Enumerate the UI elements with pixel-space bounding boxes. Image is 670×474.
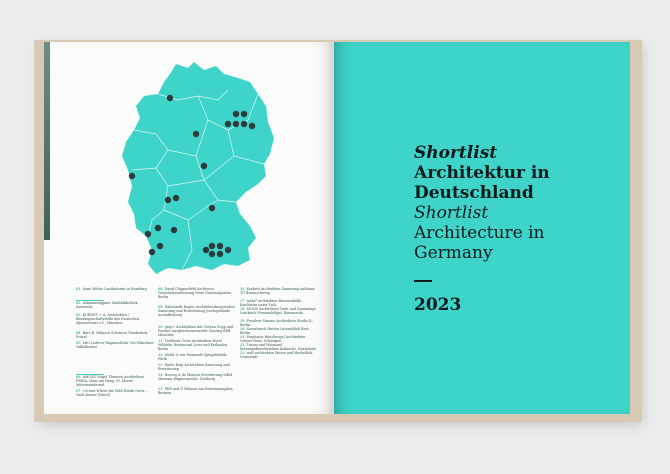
project-caption (76, 287, 154, 291)
map-marker (233, 111, 239, 117)
project-text: MOOD Architekten Tank- und Kantanlage Leutkirch Fürstenfeldgel, Rimsmerda (240, 307, 317, 315)
project-caption (240, 351, 318, 359)
title-architektur: Architektur in (414, 163, 550, 183)
map-marker (173, 195, 179, 201)
germany-map-shape (122, 62, 274, 274)
map-marker (249, 123, 255, 129)
project-text: grop+ Architekten mit Gorban Dopp und Partner Ausgleichsuniversität Gauting BPB, München (158, 325, 234, 337)
project-caption (240, 287, 318, 295)
project-text: Prosilver Simone Architekten Studio IL, Berlin (240, 319, 314, 327)
project-number: 03 (76, 313, 81, 317)
caption-divider (76, 374, 104, 375)
project-text: David Chipperfield Architects Grundinstandsetzung Neue Nationalgalerie, Berlin (158, 287, 233, 299)
project-text: allmannwappner Stadtbibliothek Karlsruhe (76, 301, 138, 309)
project-caption (158, 387, 236, 395)
map-marker (225, 121, 231, 127)
project-number: 05 (76, 341, 81, 345)
map-marker (165, 197, 171, 203)
project-number: 20 (240, 327, 245, 331)
map-marker (145, 231, 151, 237)
map-marker (225, 247, 231, 253)
project-number: 12 (158, 353, 163, 357)
project-text: Büro B. Pallasch Schwarze Pinakothek, Pritzel (76, 331, 149, 339)
project-text: Trebbesh Grote Architekten Hotel Wilhelm, Restaurant Lovis und Parksalon, Berlin (158, 339, 229, 351)
map-marker (149, 249, 155, 255)
project-caption (240, 299, 318, 307)
project-text: LRO Lederer Ragnarsdóttir Oei Münchner Volkstheater (76, 341, 154, 349)
project-number: 02 (76, 301, 81, 305)
project-text: Emler Kolp Architekten Sanierung und Erweiterung (158, 363, 230, 371)
project-text: Meltd & von Ferinnadt Spiegelfabrik, Fürth (158, 353, 228, 361)
project-number: 08 (158, 287, 163, 291)
project-text: Sauerbruch Hutton Lutzenblick West, Berlin (240, 327, 310, 335)
project-text: AMUNT Nagel Theissen Architekten FRIDA, Haus am Hang, St. Moritz Mitwenrenbrund (76, 375, 144, 387)
project-caption (158, 287, 236, 299)
project-caption (158, 373, 236, 381)
project-number: 04 (76, 331, 81, 335)
map-marker (167, 95, 173, 101)
project-number: 17 (240, 299, 245, 303)
project-number: 07 (76, 389, 81, 393)
map-marker (217, 251, 223, 257)
project-caption (240, 319, 318, 327)
project-caption (158, 363, 236, 371)
project-caption (76, 301, 154, 309)
project-text: Herzog & de Meuron Erweiterung MKM Museum Küppersmühle, Duisburg (158, 373, 233, 381)
project-caption (240, 327, 318, 335)
project-text: KUEHNT + A. Architekten / Bundesgeschäftsstelle des Deutschen Alpenvereins e.V., München (76, 313, 140, 325)
project-text: Isaac Weber Landratsamt in Hamburg (82, 287, 147, 291)
map-marker (203, 247, 209, 253)
project-caption (76, 375, 154, 387)
project-number: 11 (158, 339, 163, 343)
map-marker (209, 243, 215, 249)
project-text: mehr* architekten Brunnenhalle, Kirchheim unter Teck (240, 299, 302, 307)
project-text: Stephanie Hirschvogel Architekten Grünes Haus, Schwägen (240, 335, 306, 343)
project-text: c.b.nies Where the Wild Words Grow ... Groß Kreutz (Havel) (76, 389, 149, 397)
project-number: 14 (158, 373, 163, 377)
project-text: Traum und Wasmund Rettungsdienstfamilien Kokusche, Buxtehude (240, 343, 317, 351)
map-marker (233, 121, 239, 127)
caption-divider (76, 300, 104, 301)
project-caption (76, 341, 154, 349)
project-caption (76, 331, 154, 339)
title-shortlist-en: Shortlist (414, 203, 489, 223)
project-caption (240, 307, 318, 315)
map-marker (129, 173, 135, 179)
project-caption (158, 325, 236, 337)
map-marker (209, 251, 215, 257)
project-text: PHS und D Wohnen am Dobermannplatz, Bremen (158, 387, 234, 395)
project-caption (240, 343, 318, 351)
project-text: Dähnhardt Engler Architekturkooperative Sanierung und Erweiterung Josefsgebäude Aschaffenburg (158, 305, 235, 317)
project-number: 21 (240, 335, 245, 339)
project-caption (76, 313, 154, 325)
project-number: 18 (240, 307, 245, 311)
project-number: 06 (76, 375, 81, 379)
project-caption (158, 305, 236, 317)
project-number: 16 (240, 287, 245, 291)
project-caption (158, 353, 236, 361)
map-marker (217, 243, 223, 249)
title-architecture: Architecture in (414, 223, 545, 243)
map-marker (209, 205, 215, 211)
map-marker (201, 163, 207, 169)
map-marker (241, 111, 247, 117)
title-block (414, 143, 624, 315)
map-marker (171, 227, 177, 233)
title-germany: Germany (414, 243, 493, 263)
project-number: 13 (158, 363, 163, 367)
project-number: 10 (158, 325, 163, 329)
title-shortlist-de: Shortlist (414, 143, 498, 163)
project-text: wolf architekten Messe und Mediathek, Darmstadt (240, 351, 314, 359)
title-deutschland: Deutschland (414, 183, 534, 203)
title-year: 2023 (414, 295, 462, 315)
title-dash (414, 280, 432, 282)
project-number: 15 (158, 387, 163, 391)
map-marker (193, 131, 199, 137)
map-marker (241, 121, 247, 127)
map-marker (157, 243, 163, 249)
project-number: 23 (240, 351, 245, 355)
project-number: 01 (76, 287, 81, 291)
project-number: 09 (158, 305, 163, 309)
project-number: 22 (240, 343, 245, 347)
project-caption (76, 389, 154, 397)
project-caption (158, 339, 236, 351)
map-marker (155, 225, 161, 231)
project-caption (240, 335, 318, 343)
germany-map (108, 60, 308, 280)
project-number: 19 (240, 319, 245, 323)
project-text: Kreketo Architekten Sanierung Audimax TU Braunschweig (240, 287, 315, 295)
photo-strip (44, 42, 50, 240)
